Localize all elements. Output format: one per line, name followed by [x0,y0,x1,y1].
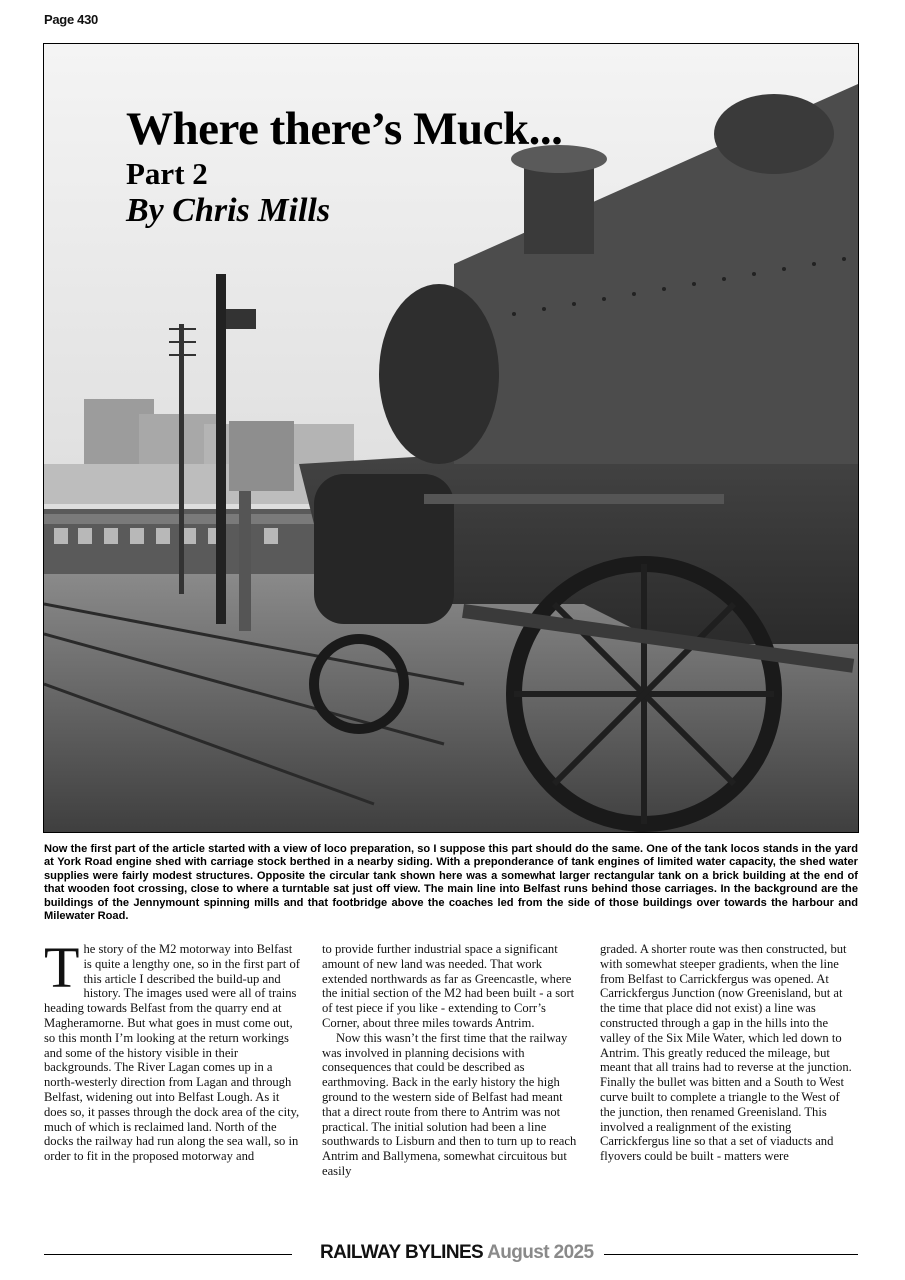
article-title: Where there’s Muck... [126,103,563,155]
magazine-issue: August 2025 [487,1242,594,1263]
column-3-paragraph-1: graded. A shorter route was then constructed, but with somewhat steeper gradients, when the line from Belfast to Carrickfergus was opened. At Carrickfergus Junction (now Greenisland, but at the time that place did not exist) a line was constructed through a gap in the hills into the valley of the Six Mile Water, which led down to Antrim. This greatly reduced the mileage, but meant that all trains had to reverse at the junction. Finally the bullet was bitten and a South to West curve built to complete a triangle to the West of the junction, then renamed Greenisland. This involved a realignment of the existing Carrickfergus line so that a set of viaducts and flyovers could be built - matters were [600,942,852,1164]
body-column-3 [600,942,858,1232]
page-number: Page 430 [44,12,98,27]
footer-rule-right [604,1254,858,1255]
drop-cap: T [44,935,80,1000]
article-byline: By Chris Mills [126,192,331,229]
column-1-text: he story of the M2 motorway into Belfast is quite a lengthy one, so in the first part of this article I described the build-up and history. The images used were all of trains heading towards Belfast from the quarry end at Magheramorne. But what goes in must come out, so this month I’m looking at the return workings and some of the history visible in their backgrounds. The River Lagan comes up in a north-westerly direction from Lagan and through Belfast, widening out into Belfast Lough. As it does so, it passes through the dock area of the city, much of which is reclaimed land. North of the docks the railway had run along the sea wall, so in order to fit in the proposed motorway and [44,942,300,1164]
magazine-masthead [320,1242,593,1264]
body-column-2 [322,942,580,1232]
magazine-name: RAILWAY BYLINES [320,1242,484,1263]
column-2-paragraph-2: Now this wasn’t the first time that the railway was involved in planning decisions with consequences that could be described as earthmoving. Back in the early history the high ground to the western side of Belfast had meant that a direct route from there to Antrim was not practical. The initial solution had been a line southwards to Lisburn and then to turn up to reach Antrim and Ballymena, somewhat circuitous but easily [322,1030,577,1178]
article-body [44,935,858,1232]
column-2-paragraph-1: to provide further industrial space a significant amount of new land was needed. That work extended northwards as far as Greencastle, where the initial section of the M2 had been built - a sort of test piece if you like - extending to Corr’s Corner, about three miles towards Antrim. [322,942,575,1030]
article-part: Part 2 [126,156,208,191]
locomotive-photo [43,43,859,833]
footer-rule-left [44,1254,292,1255]
body-column-1 [44,935,302,1232]
article-heading [126,104,562,230]
page-footer [0,1240,905,1270]
photo-caption: Now the first part of the article started with a view of loco preparation, so I suppose this part should do the same. One of the tank locos stands in the yard at York Road engine shed with carriage stock berthed in a nearby siding. With a preponderance of tank engines of limited water capacity, the shed water supplies were fairly modest structures. Opposite the circular tank shown here was a somewhat larger rectangular tank on a brick building at the end of that wooden foot crossing, close to where a turntable sat just off view. The main line into Belfast runs behind those carriages. In the background are the buildings of the Jennymount spinning mills and that footbridge above the coaches led from the side of those buildings over towards the harbour and Milewater Road. [44,843,858,923]
